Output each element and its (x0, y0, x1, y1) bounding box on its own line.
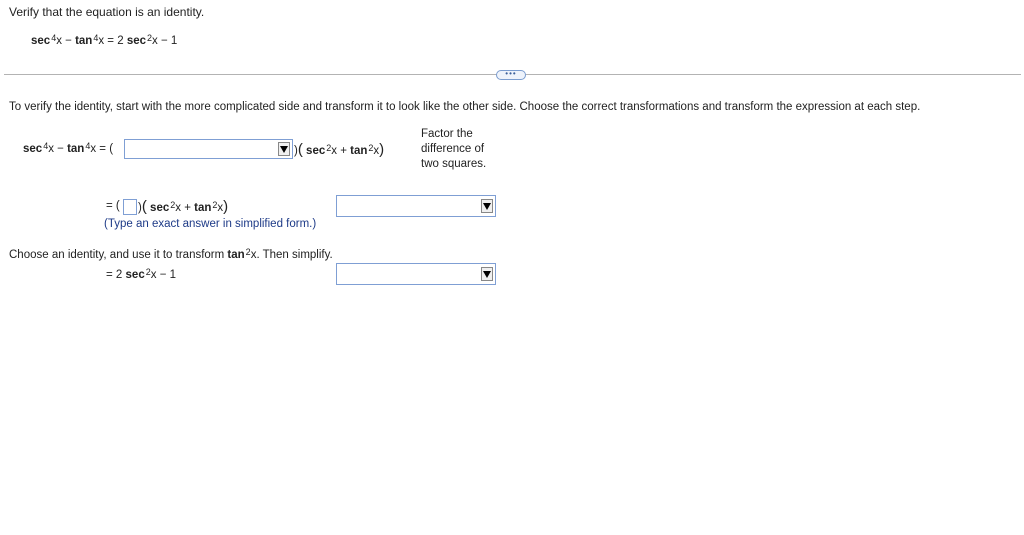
step3-identity-dropdown[interactable] (336, 263, 496, 285)
instructions-text: To verify the identity, start with the more complicated side and transform it to look like the other side. Choose the correct transformations and transform the expression at each step. (9, 101, 921, 113)
step2-transform-dropdown[interactable] (336, 195, 496, 217)
question-title: Verify that the equation is an identity. (9, 5, 205, 19)
sec-fn: sec (31, 35, 51, 47)
dropdown-arrow-icon (481, 199, 493, 213)
step2-lhs: = ( (106, 200, 120, 212)
dropdown-arrow-icon (278, 142, 290, 156)
step1-factor-dropdown[interactable] (124, 139, 293, 159)
step2-hint: (Type an exact answer in simplified form.) (104, 218, 317, 230)
step2-rhs: )( $\sec^2x + \tan^2x$) (138, 198, 229, 215)
step1-hint: Factor the difference of two squares. (421, 128, 487, 170)
identity-equation: $\sec^4x - \tan^4x = 2$ $\sec^2x - 1$ (31, 33, 178, 47)
step2-answer-input[interactable] (123, 199, 137, 215)
dropdown-arrow-icon (481, 267, 493, 281)
step3-result: = 2 $\sec^2x - 1$ (106, 267, 177, 281)
more-options-button[interactable]: ••• (496, 70, 526, 80)
step3-prompt: Choose an identity, and use it to transform $\tan^2x$. Then simplify. (9, 247, 333, 261)
step1-rhs: )( $\sec^2x + \tan^2x$) (294, 141, 385, 158)
step1-lhs: $\sec^4x - \tan^4x$ = ( (23, 141, 114, 155)
